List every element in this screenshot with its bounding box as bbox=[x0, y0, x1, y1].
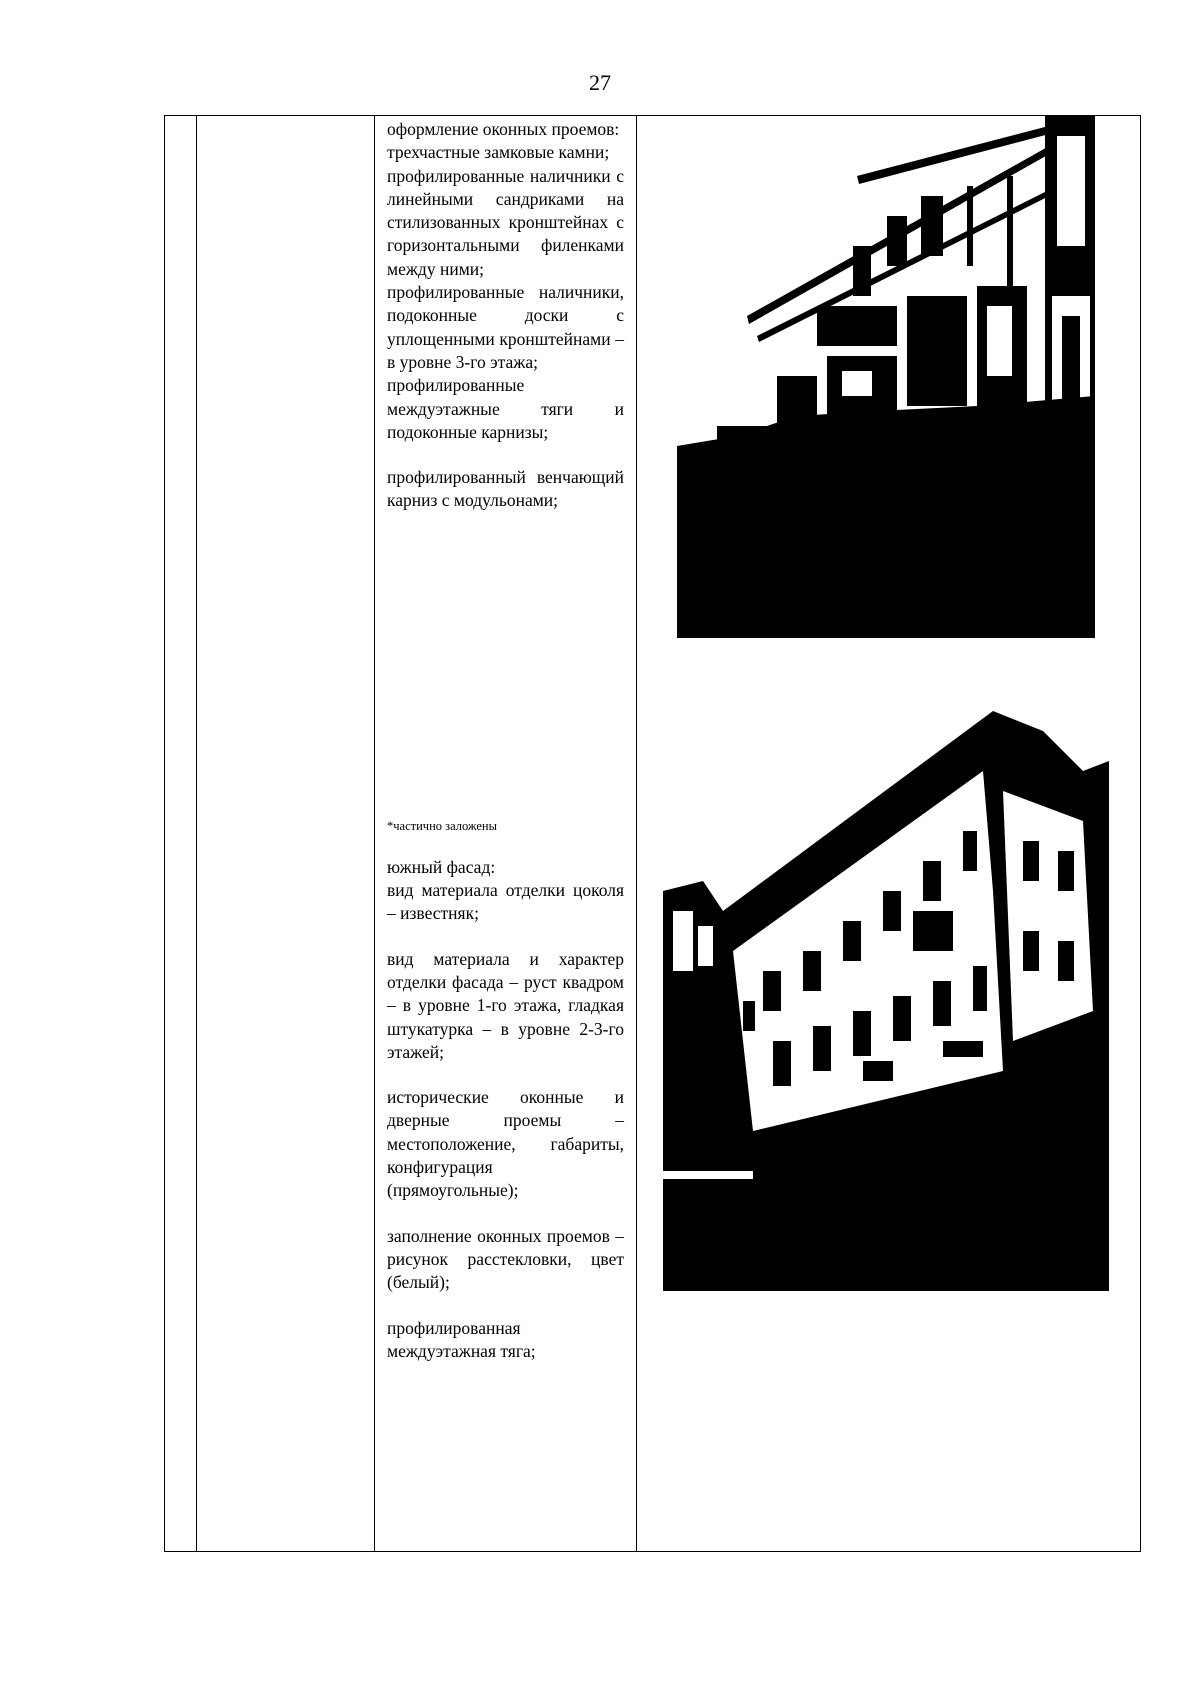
footnote: *частично заложены bbox=[387, 818, 498, 833]
table-row bbox=[165, 116, 1141, 1552]
paragraph: вид материала отделки цоколя – известняк; bbox=[387, 880, 624, 924]
paragraph: профилированные междуэтажные тяги и подоконные карнизы; bbox=[387, 375, 624, 442]
number-cell bbox=[165, 116, 197, 1552]
building-facade-photo bbox=[677, 116, 1095, 638]
photo-cell bbox=[637, 116, 1141, 1552]
paragraph: заполнение оконных проемов – рисунок расстекловки, цвет (белый); bbox=[387, 1225, 624, 1293]
description-cell bbox=[375, 116, 637, 1552]
paragraph: вид материала и характер отделки фасада – руст квадром – в уровне 1-го этажа, гладкая штукатурка – в уровне 2-3-го этажей; bbox=[387, 948, 624, 1062]
paragraph: профилированная междуэтажная тяга; bbox=[387, 1317, 536, 1361]
paragraph: профилированный венчающий карниз с модульонами; bbox=[387, 467, 624, 511]
paragraph: оформление оконных проемов: bbox=[387, 119, 620, 139]
paragraph: южный фасад: bbox=[387, 856, 496, 877]
paragraph: исторические оконные и дверные проемы – местоположение, габариты, конфигурация (прямоугольные); bbox=[387, 1087, 624, 1201]
paragraph: профилированные наличники, подоконные доски с уплощенными кронштейнами – в уровне 3-го этажа; bbox=[387, 282, 624, 372]
paragraph: трехчастные замковые камни; bbox=[387, 142, 610, 163]
object-cell bbox=[197, 116, 375, 1552]
paragraph: профилированные наличники с линейными сандриками на стилизованных кронштейнах с горизонтальными филенками между ними; bbox=[387, 165, 624, 279]
page-number: 27 bbox=[589, 70, 611, 95]
building-corner-photo bbox=[663, 711, 1109, 1291]
description-table bbox=[164, 115, 1141, 1552]
